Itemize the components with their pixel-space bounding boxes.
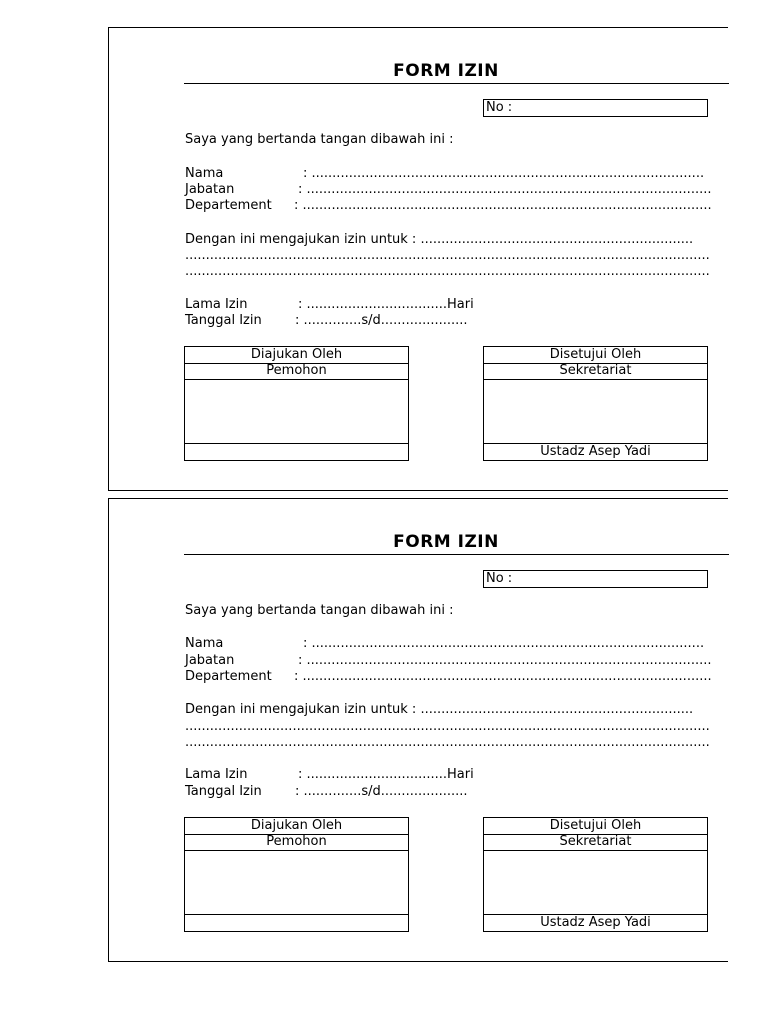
lama-izin-field[interactable]: : ..................................Hari — [298, 297, 474, 312]
applicant-box-header: Diajukan Oleh — [185, 347, 408, 364]
applicant-signature-box — [184, 817, 409, 932]
izin-purpose-line-2[interactable]: ............................................................................................................................... — [185, 719, 710, 734]
applicant-name-field[interactable] — [185, 914, 408, 931]
approver-name: Ustadz Asep Yadi — [484, 443, 707, 460]
title-underline — [184, 554, 729, 555]
form-number-field[interactable] — [483, 570, 708, 588]
izin-purpose-line-3[interactable]: ............................................................................................................................... — [185, 264, 710, 279]
intro-text: Saya yang bertanda tangan dibawah ini : — [185, 603, 454, 618]
approver-box-header: Disetujui Oleh — [484, 818, 707, 835]
nama-field[interactable]: : ............................................................................................... — [303, 636, 705, 651]
approver-box-role: Sekretariat — [484, 363, 707, 380]
approver-name: Ustadz Asep Yadi — [484, 914, 707, 931]
tanggal-izin-field[interactable]: : ..............s/d..................... — [295, 313, 468, 328]
form-title: FORM IZIN — [393, 61, 499, 81]
permission-form-1 — [108, 27, 728, 491]
approver-box-header: Disetujui Oleh — [484, 347, 707, 364]
izin-purpose-line-2[interactable]: ............................................................................................................................... — [185, 248, 710, 263]
applicant-signature-box — [184, 346, 409, 461]
departement-label: Departement — [185, 198, 272, 213]
permission-form-2 — [108, 498, 728, 962]
form-number-label: No : — [486, 571, 513, 586]
izin-purpose-field[interactable]: Dengan ini mengajukan izin untuk : .................................................................. — [185, 702, 694, 717]
title-underline — [184, 83, 729, 84]
approver-signature-box — [483, 817, 708, 932]
approver-box-role: Sekretariat — [484, 834, 707, 851]
lama-izin-field[interactable]: : ..................................Hari — [298, 767, 474, 782]
izin-purpose-line-3[interactable]: ............................................................................................................................... — [185, 735, 710, 750]
nama-label: Nama — [185, 166, 224, 181]
form-number-label: No : — [486, 100, 513, 115]
approver-signature-box — [483, 346, 708, 461]
departement-label: Departement — [185, 669, 272, 684]
applicant-box-role: Pemohon — [185, 834, 408, 851]
tanggal-izin-label: Tanggal Izin — [185, 784, 262, 799]
form-title: FORM IZIN — [393, 532, 499, 552]
form-number-field[interactable] — [483, 99, 708, 117]
nama-label: Nama — [185, 636, 224, 651]
applicant-box-role: Pemohon — [185, 363, 408, 380]
izin-purpose-field[interactable]: Dengan ini mengajukan izin untuk : .................................................................. — [185, 232, 694, 247]
jabatan-label: Jabatan — [185, 182, 235, 197]
jabatan-field[interactable]: : .................................................................................................. — [298, 653, 712, 668]
jabatan-field[interactable]: : .................................................................................................. — [298, 182, 712, 197]
departement-field[interactable]: : ................................................................................................... — [294, 198, 712, 213]
lama-izin-label: Lama Izin — [185, 767, 248, 782]
tanggal-izin-field[interactable]: : ..............s/d..................... — [295, 784, 468, 799]
lama-izin-label: Lama Izin — [185, 297, 248, 312]
departement-field[interactable]: : ................................................................................................... — [294, 669, 712, 684]
intro-text: Saya yang bertanda tangan dibawah ini : — [185, 132, 454, 147]
jabatan-label: Jabatan — [185, 653, 235, 668]
nama-field[interactable]: : ............................................................................................... — [303, 166, 705, 181]
applicant-box-header: Diajukan Oleh — [185, 818, 408, 835]
applicant-name-field[interactable] — [185, 443, 408, 460]
tanggal-izin-label: Tanggal Izin — [185, 313, 262, 328]
